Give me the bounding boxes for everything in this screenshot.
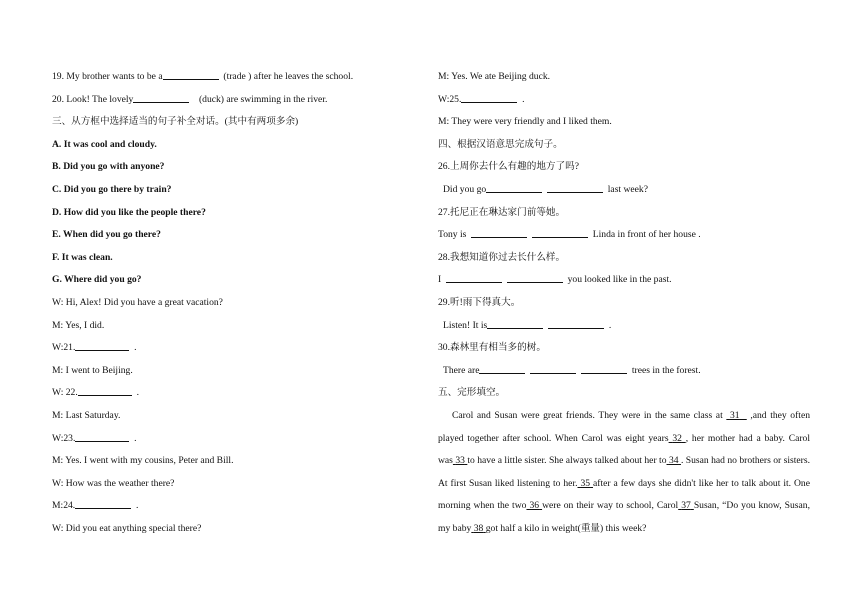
answer-blank-19[interactable] (163, 68, 219, 80)
option-f: F. It was clean. (52, 251, 113, 263)
question-25: W:25. . (438, 89, 810, 112)
answer-blank-23[interactable] (75, 430, 129, 442)
cloze-blank-32[interactable]: 32 (672, 432, 682, 444)
dialogue-line: M: Yes. We ate Beijing duck. (438, 71, 551, 82)
dialogue-line: M: They were very friendly and I liked them. (438, 116, 612, 128)
question-29-chinese: 29.听!雨下得真大。 (438, 296, 521, 308)
section-4-heading: 四、根据汉语意思完成句子。 (438, 138, 563, 150)
section-5-heading: 五、完形填空。 (438, 387, 506, 399)
cloze-blank-35[interactable]: 35 (580, 477, 591, 489)
answer-blank-22[interactable] (78, 384, 132, 396)
cloze-blank-37[interactable]: 37 (681, 500, 691, 512)
cloze-passage: Carol and Susan were great friends. They were in the same class at 31 ,and they often played together after school. When Carol was eight years 32 , her mother had a baby. Carol was 33 to have a little sister. She always talked about her to 34 . Susan had no brothers or sisters. At first Susan liked listening to her. 35 after a few days she didn't like her to talk about it. One morning when the two 36 were on their way to school, Carol 37 Susan, “Do you know, Susan, my baby 38 got half a kilo in weight(重量) this week? (438, 409, 811, 534)
question-27-english: Tony is Linda in front of her house . (438, 224, 810, 247)
answer-blank-29a[interactable] (487, 317, 543, 329)
answer-blank-20[interactable] (133, 91, 189, 103)
section-3-heading: 三、从方框中选择适当的句子补全对话。(其中有两项多余) (52, 116, 299, 128)
right-column (438, 66, 810, 540)
question-26-english: Did you go last week? (438, 179, 810, 202)
answer-blank-30a[interactable] (479, 362, 525, 374)
cloze-blank-38[interactable]: 38 (473, 522, 484, 534)
answer-blank-26b[interactable] (547, 181, 603, 193)
answer-blank-24[interactable] (75, 497, 131, 509)
answer-blank-28a[interactable] (446, 271, 502, 283)
option-e: E. When did you go there? (52, 229, 161, 241)
cloze-blank-34[interactable]: 34 (668, 455, 679, 467)
question-30-english: There are trees in the forest. (438, 360, 810, 383)
question-27-chinese: 27.托尼正在琳达家门前等她。 (438, 206, 566, 218)
dialogue-line: W: How was the weather there? (52, 477, 175, 489)
dialogue-line: M: Yes, I did. (52, 319, 105, 331)
answer-blank-26a[interactable] (486, 181, 542, 193)
option-d: D. How did you like the people there? (52, 206, 206, 218)
answer-blank-27b[interactable] (532, 226, 588, 238)
cloze-blank-31[interactable]: 31 (729, 409, 740, 421)
dialogue-line: W: Did you eat anything special there? (52, 522, 202, 534)
left-column (52, 66, 422, 540)
dialogue-line: M: I went to Beijing. (52, 364, 133, 376)
option-a: A. It was cool and cloudy. (52, 138, 157, 150)
answer-blank-21[interactable] (75, 339, 129, 351)
dialogue-line: M: Last Saturday. (52, 409, 121, 421)
question-24: M:24. . (52, 495, 422, 518)
question-21: W:21. . (52, 337, 422, 360)
answer-blank-27a[interactable] (471, 226, 527, 238)
question-28-chinese: 28.我想知道你过去长什么样。 (438, 251, 566, 263)
question-22: W: 22. . (52, 382, 422, 405)
question-19: 19. My brother wants to be a (trade ) after he leaves the school. (52, 66, 422, 89)
question-28-english: I you looked like in the past. (438, 269, 810, 292)
answer-blank-30b[interactable] (530, 362, 576, 374)
answer-blank-30c[interactable] (581, 362, 627, 374)
dialogue-line: M: Yes. I went with my cousins, Peter and Bill. (52, 455, 234, 467)
option-b: B. Did you go with anyone? (52, 161, 165, 173)
option-g: G. Where did you go? (52, 274, 142, 286)
question-29-english: Listen! It is . (438, 315, 810, 338)
cloze-blank-33[interactable]: 33 (455, 455, 465, 467)
question-30-chinese: 30.森林里有相当多的树。 (438, 342, 546, 354)
question-20: 20. Look! The lovely (duck) are swimming in the river. (52, 89, 422, 112)
answer-blank-29b[interactable] (548, 317, 604, 329)
dialogue-line: W: Hi, Alex! Did you have a great vacation? (52, 296, 223, 308)
answer-blank-25[interactable] (461, 91, 517, 103)
question-26-chinese: 26.上周你去什么有趣的地方了吗? (438, 161, 579, 173)
answer-blank-28b[interactable] (507, 271, 563, 283)
option-c: C. Did you go there by train? (52, 183, 172, 195)
cloze-blank-36[interactable]: 36 (529, 500, 540, 512)
question-23: W:23. . (52, 428, 422, 451)
